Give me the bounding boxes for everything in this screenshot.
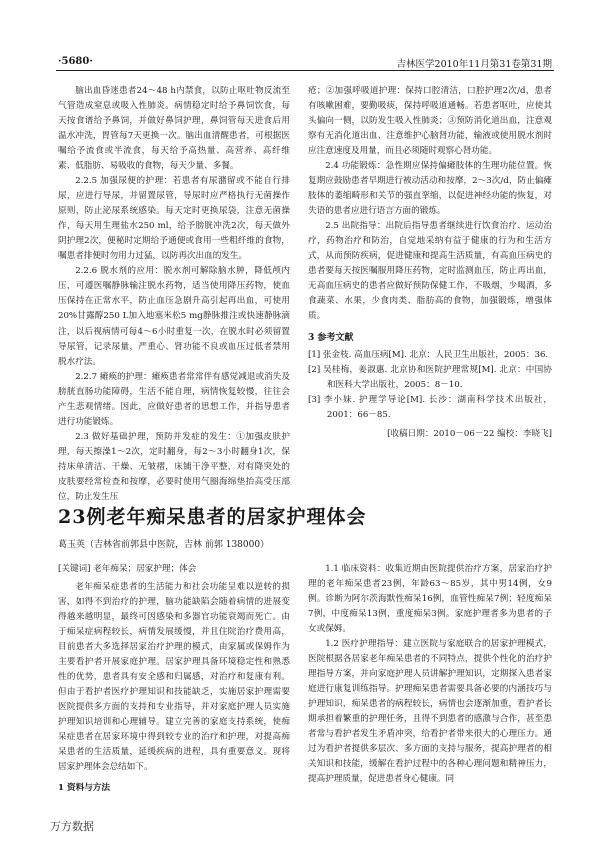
paragraph-2-2-7: 2.2.7 瘫痪的护理：瘫痪患者常常伴有感觉减退或消失及膀胱直肠功能障碍，生活不能自理，病情恢复较慢，往往会产生悲观情绪。因此，应做好患者的思想工作，并指导患者进行功能锻炼。 [58, 371, 290, 427]
paragraph-2-4: 2.4 功能锻炼：急性期应保持偏瘫肢体的生理功能位置。恢复期应鼓励患者早期进行被动活动和按摩，2～3次/d，防止偏瘫肢体的萎缩畸形和关节的强直挛缩，以促进神经功能的恢复，对失语的患者应进行语言方面的锻炼。 [308, 161, 552, 217]
right-column-article [308, 562, 552, 787]
left-column-top [58, 84, 290, 505]
received-date: [收稿日期：2010－06－22 编校：李晓飞] [387, 429, 552, 440]
reference-item: [1] 张金枝. 高血压病[M]. 北京：人民卫生出版社，2005：36. [308, 350, 549, 361]
abstract: 老年痴呆症患者的生活能力和社会功能呈难以逆转的损害，如得不到治疗的护理，脑功能缺陷会随着病情的进展变得越来越明显，最终可因感染和多器官功能衰竭而死亡。由于痴呆症病程较长，病情发展缓慢，并且住院治疗费用高，目前患者大多选择居家治疗护理的模式，由家属或保姆作为主要看护者开展家庭护理。居家护理具备环境稳定性和熟悉性的优势，患者具有安全感和归属感，对治疗和复康有利。但由于看护者医疗护理知识和技能缺乏，实施居家护理需要医院提供多方面的支持和专业指导，并对家庭护理人员实施护理知识培训和心理辅导。建立完善的家庭支持系统，使痴呆症患者在居家环境中得到较专业的治疗和护理，对提高痴呆患者的生活质量，延缓疾病的进程，具有重要意义。现将居家护理体会总结如下。 [58, 582, 290, 773]
paragraph-continued: 疮；②加强呼吸道护理：保持口腔清洁，口腔护理2次/d，患者有咳嗽困难，要勤吸痰，保持呼吸道通畅。若患者呕吐，应使其头偏向一侧，以防发生吸入性肺炎；③预防消化道出血，注意观察有无消化道出血、注意维护心脑肾功能，输液或使用脱水剂时应注意速度及用量，而且必须随时观察心肾功能。 [308, 86, 552, 157]
reference-item: [3] 李小妹. 护理学导论[M]. 长沙：湖南科学技术出版社，2001：66－85. [308, 395, 552, 421]
paragraph-2-3: 2.3 做好基础护理，预防并发症的发生：①加强皮肤护理，每天擦澡1～2次，定时翻身，每2～3小时翻身1次，保持床单清洁、干燥、无皱褶，床铺干净平整，对有降突处的皮肤要经常检查和按摩，必要时使用气圈海绵垫抬高受压部位，防止发生压 [58, 431, 290, 502]
watermark: 万方数据 [50, 820, 94, 833]
references-heading: 3 参考文献 [308, 332, 354, 343]
author-affiliation: 葛玉英（吉林省前郭县中医院，吉林 前郭 138000） [58, 540, 270, 550]
left-column-article [58, 562, 290, 796]
reference-item: [2] 吴桂梅，姜淑惠. 北京协和医院护理常规[M]. 北京：中国协和医科大学出版社，2005：8－10. [308, 365, 552, 391]
header-rule [56, 70, 554, 71]
paragraph-2-2-5: 2.2.5 加强尿便的护理：若患者有尿潴留或不能自行排尿，应进行导尿，并留置尿管，导尿时应严格执行无菌操作原则，防止泌尿系统感染。每天定时更换尿袋，注意无菌操作，每天用生理盐水250 ml，给予膀胱冲洗2次，每天做外阴护理2次，便秘时定期给予通便或食用一些粗纤维的食物，嘱患者排便时勿用力过猛，以防再次出血的发生。 [58, 176, 290, 262]
keywords: [关键词] 老年痴呆；居家护理；体会 [58, 564, 197, 574]
section-heading: 1 资料与方法 [58, 783, 110, 794]
paragraph-2-2-6: 2.2.6 脱水剂的应用：脱水剂可解除脑水肿，降低颅内压，可遵医嘱静脉输注脱水药物，适当使用降压药物，使血压保持在正常水平，防止血压急剧升高引起再出血，可使用20%甘露醇250 L加入地塞米松5 mg静脉推注或快速静脉滴注，以后视病情可每4～6小时重复一次，在脱水时必须留置导尿管，记录尿量，严重心、肾功能不良或血压过低者禁用脱水疗法。 [58, 266, 290, 367]
reference-list [308, 348, 552, 423]
page-number: ·5680· [58, 56, 93, 67]
paragraph-2-5: 2.5 出院指导：出院后指导患者继续进行饮食治疗、运动治疗，药物治疗和防治，自觉地采纳有益于健康的行为和生活方式，从而预防疾病，促进健康和提高生活质量，有高血压病史的患者要每天按医嘱服用降压药物，定时监测血压，防止再出血，无高血压病史的患者应做好预防保健工作，不吸烟，少喝酒，多食蔬菜、水果，少食肉类、脂肪高的食物，加强锻炼，增强体质。 [308, 221, 552, 322]
article-title: 23例老年痴呆患者的居家护理体会 [58, 506, 367, 528]
journal-header: 吉林医学2010年11月第31卷第31期 [396, 59, 552, 70]
paragraph-diet: 脑出血昏迷患者24～48 h内禁食，以防止呕吐物反流至气管造成窒息或吸入性肺炎。病情稳定时给予鼻饲饮食，每天按食谱给予鼻饲，并做好鼻饲护理，鼻饲管每天进食后用温水冲洗，胃管每7天更换一次。脑出血清醒患者，可根据医嘱给予流食或半流食，每天给予高热量、高营养、高纤维素、低脂肪、易吸收的食物，每天少量、多餐。 [58, 86, 290, 172]
right-column-top [308, 84, 552, 442]
paragraph-1-2: 1.2 医疗护理指导：建立医院与家庭联合的居家护理模式，医院根据各居家老年痴呆患者的不同特点，提供个性化的治疗护理指导方案，并向家庭护理人员讲解护理知识，定期探入患者家庭进行康复训练指导。护理痴呆患者需要具备必要的内涵技巧与护理知识，痴呆患者的病程较长，病情也会逐渐加重，看护者长期承担着繁重的护理任务，且得不到患者的感激与合作，甚至患者常与看护者发生矛盾冲突，给看护者带来很大的心理压力。通过为看护者提供多层次、多方面的支持与服务，提高护理者的相关知识和技能，缓解在看护过程中的各种心理问题和精神压力，提高护理质量，促进患者身心健康。同 [308, 639, 552, 785]
paragraph-1-1: 1.1 临床资料：收集近期由医院提供治疗方案，居家治疗护理的老年痴呆患者23例，年龄63～85岁，其中男14例，女9例。诊断为阿尔茨海默性痴呆16例，血管性痴呆7例；轻度痴呆7例，中度痴呆13例，重度痴呆3例。家庭护理者多为患者的子女或保姆。 [308, 564, 552, 635]
